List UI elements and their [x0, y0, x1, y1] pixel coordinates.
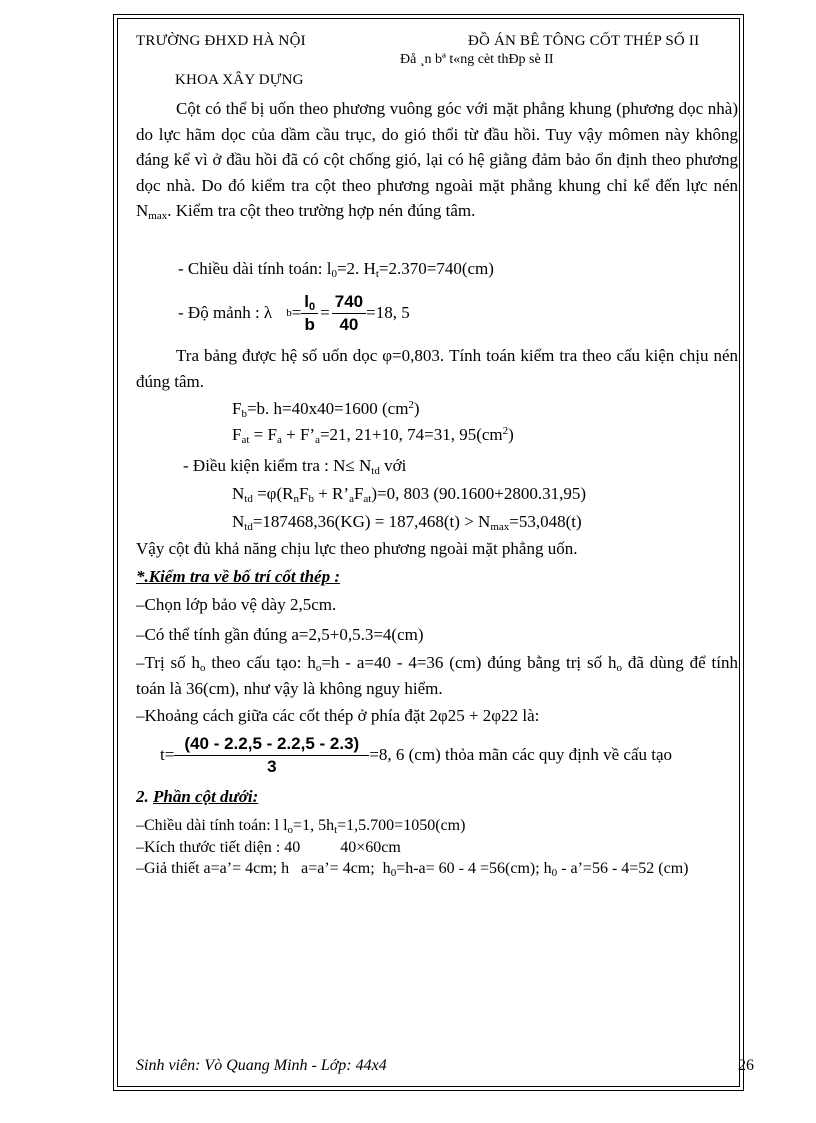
check-condition: - Điều kiện kiểm tra : $N\le N_{td}$ với	[183, 456, 407, 477]
paragraph-2: Tra bảng được hệ số uốn dọc φ=0,803. Tính toán kiểm tra theo cấu kiện chịu nén đúng tâm.	[136, 346, 738, 391]
slenderness: - Độ mảnh : λ b = $\frac{l_0}{b}$ = $\frac{740}{40}$ =18, 5	[178, 291, 410, 334]
heading-lower-column: 2. Phần cột dưới:	[136, 787, 259, 806]
heading-reinforcement-check: *.Kiểm tra về bố trí cốt thép :	[136, 567, 340, 586]
header-dept: KHOA XÂY DỰNG	[175, 72, 304, 88]
item-section-size: –Kích thước tiết diện : 40 40×60cm	[136, 839, 401, 856]
formula-ntd-2: $N_{td}=187468,36(KG) = 187,468(t) > N_{max}=53,048(t)$	[232, 512, 582, 533]
fraction-740-40: $\frac{740}{40}$	[332, 291, 366, 336]
header-sub: Đå ¸n bª t«ng cèt thÐp sè II	[400, 52, 554, 67]
item-cover: –Chọn lớp bảo vệ dày 2,5cm.	[136, 595, 337, 614]
formula-t: t= $\frac{(40 - 2.2,5 - 2.2,5 - 2.3)}{3}$ =8, 6 (cm) thỏa mãn các quy định về cấu tạo	[160, 733, 673, 776]
item-spacing: –Khoảng cách giữa các cốt thép ở phía đặt 2φ25 + 2φ22 là:	[136, 706, 540, 725]
item-a-approx: –Có thể tính gần đúng a=2,5+0,5.3=4(cm)	[136, 625, 424, 644]
formula-fat: $F_{at} = F_a$ + $F’_a=21$, 21+10, 74=31, $95(cm^2)$	[232, 425, 514, 446]
paragraph-1: Cột có thể bị uốn theo phương vuông góc với mặt phẳng khung (phương dọc nhà) do lực hãm dọc của dầm cầu trục, do gió thổi từ đầu hồi. Tuy vậy mômen này không đáng kể vì ở đầu hồi đã có cột chống gió, lại có hệ giằng đảm bảo ổn định theo phương dọc nhà. Do đó kiểm tra cột theo phương ngoài mặt phẳng khung chỉ kể đến lực nén $N_{max}$. Kiểm tra cột theo trường hợp nén đúng tâm.	[136, 99, 738, 222]
header-right: ĐỒ ÁN BÊ TÔNG CỐT THÉP SỐ II	[468, 33, 700, 49]
formula-fb: $F_b=b$. h=40x40=1600 $(cm^2)$	[232, 399, 420, 420]
item-lower-length: –Chiều dài tính toán: l $l_o=1$, $5h_t=1,5.700=1050(cm)$	[136, 817, 466, 836]
footer-student: Sinh viên: Vò Quang Minh - Lớp: 44x4	[136, 1057, 387, 1074]
conclusion: Vậy cột đủ khả năng chịu lực theo phương ngoài mặt phẳng uốn.	[136, 539, 578, 558]
item-ho: –Trị số $h_o$ theo cấu tạo: $h_o=h - a=40 - 4=36$ (cm) đúng bằng trị số $h_o$ đã dùng để tính toán là 36(cm), như vậy là không nguy hiểm.	[136, 653, 738, 698]
item-assumption: –Giả thiết a=a’= 4cm; h a=a’= 4cm; $h_0=h-a= 60 - 4 =56(cm)$; $h_0$ - a’=56 - 4=52 (cm)	[136, 860, 689, 879]
fraction-spacing: $\frac{(40 - 2.2,5 - 2.2,5 - 2.3)}{3}$	[174, 733, 369, 778]
calc-length: - Chiều dài tính toán: $l_0=2$. $H_t=2.370=740(cm)$	[178, 259, 494, 280]
page-number: 26	[738, 1057, 754, 1074]
fraction-l0-b: $\frac{l_0}{b}$	[301, 291, 318, 336]
header-left: TRƯỜNG ĐHXD HÀ NỘI	[136, 33, 306, 49]
formula-ntd-1: $N_{td} =\varphi(R_nF_b$ + $R’_aF_{at})=0$, 803 (90.1600+2800.31,95)	[232, 484, 587, 505]
